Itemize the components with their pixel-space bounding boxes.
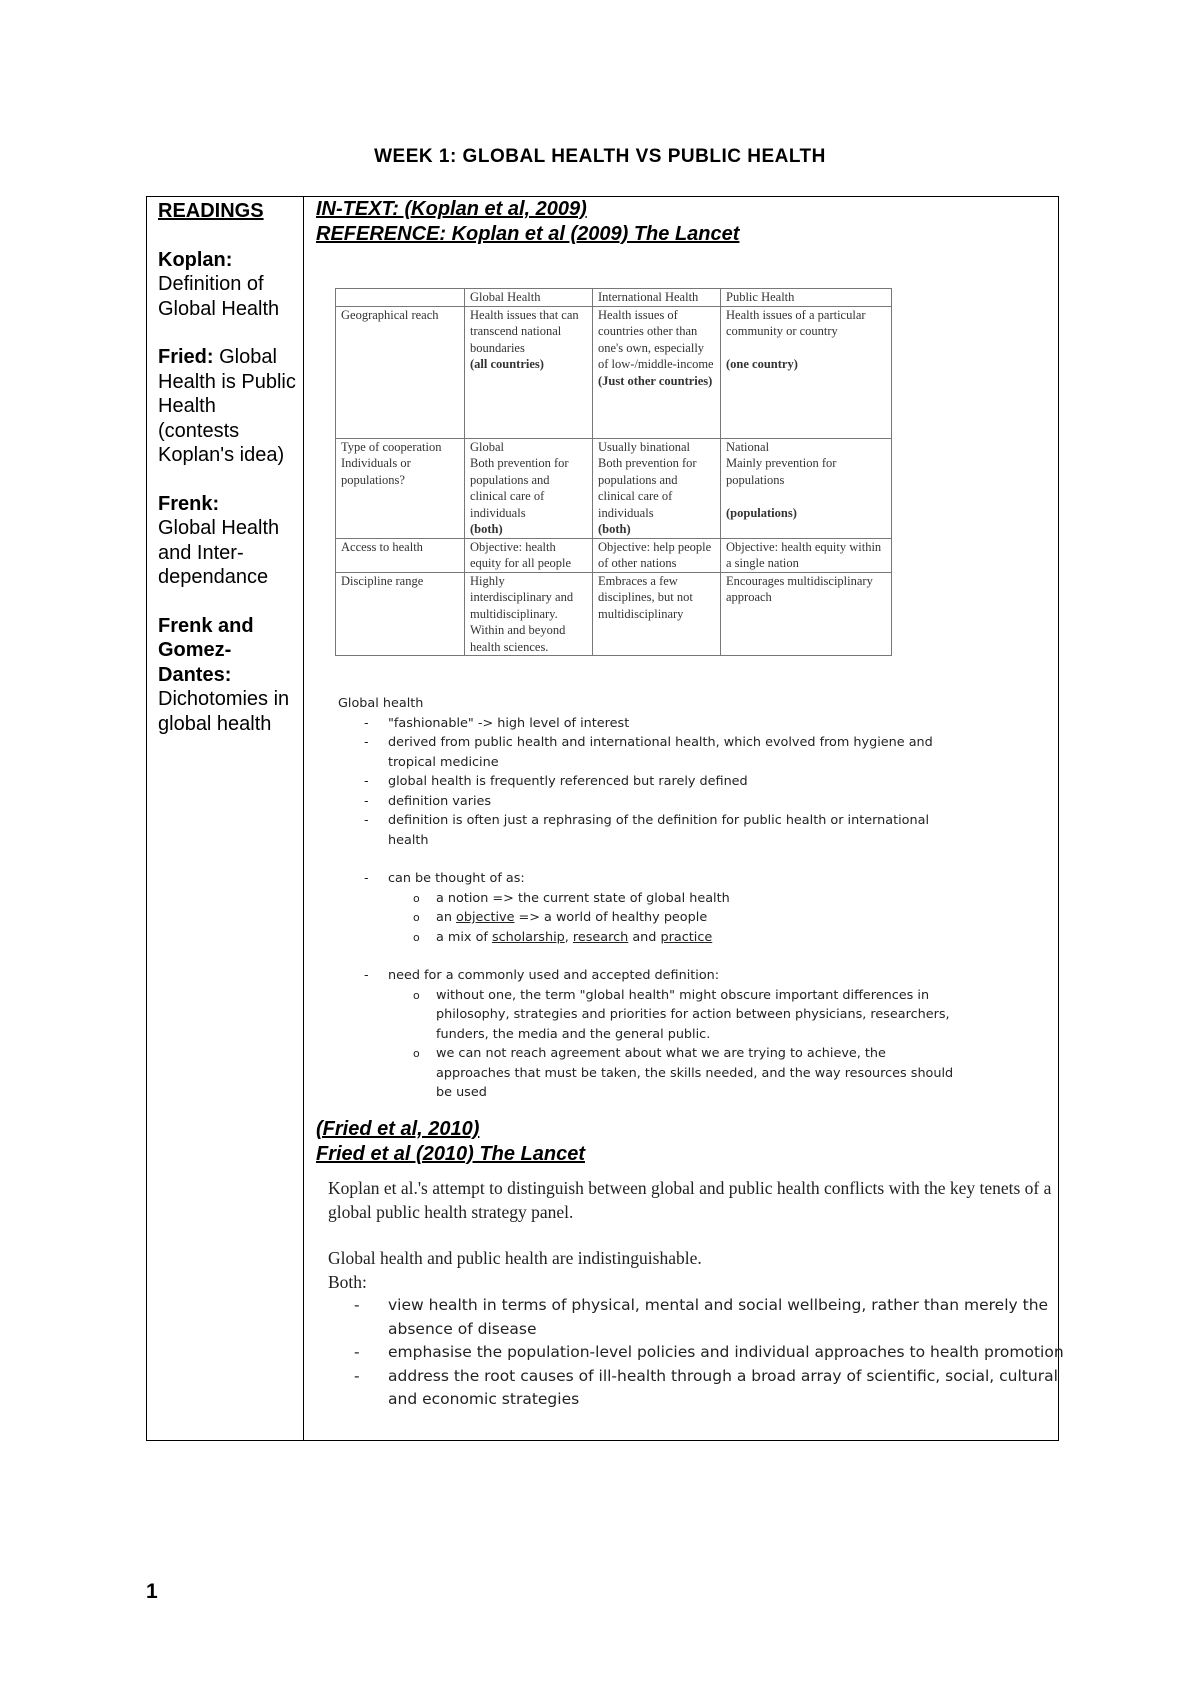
table-cell: Global Health <box>465 289 593 307</box>
fried-refs <box>316 1117 585 1167</box>
fried-paragraph: Global health and public health are indistinguishable. <box>328 1248 702 1268</box>
cell-bold: (populations) <box>726 505 797 520</box>
underlined-text: research <box>572 929 629 945</box>
underlined-text: scholarship <box>491 929 565 945</box>
reading-fried <box>158 345 298 468</box>
sub-list-item: o without one, the term "global health" might obscure important differences in philosophy, strategies and priorities for action between physicians, researchers, funders, the media and the general public. <box>338 986 958 1045</box>
cell-text: Health issues that can transcend national boundaries <box>470 307 579 355</box>
cell-text: Health issues of a particular community or country <box>726 307 866 338</box>
reading-desc: Global Health is Public Health (contests Koplan's idea) <box>158 346 296 466</box>
table-row <box>336 455 892 538</box>
cell-text: Both prevention for populations and clinical care of individuals <box>598 456 697 520</box>
fried-paragraph: Koplan et al.'s attempt to distinguish between global and public health conflicts with the key tenets of a global public health strategy panel. <box>328 1178 1052 1222</box>
table-cell <box>721 306 892 438</box>
sub-list-item <box>338 928 958 948</box>
table-cell <box>336 289 465 307</box>
readings-table <box>146 196 1064 1441</box>
table-cell: Objective: health equity within a single nation <box>721 538 892 572</box>
list-item: - derived from public health and international health, which evolved from hygiene and tropical medicine <box>338 733 958 772</box>
table-cell: Encourages multidisciplinary approach <box>721 572 892 656</box>
page-number: 1 <box>146 1580 158 1603</box>
spacer <box>338 947 958 966</box>
reading-desc: Definition of Global Health <box>158 273 280 320</box>
text-run: and <box>628 929 661 945</box>
reading-frenk-gomez <box>158 614 298 737</box>
table-row <box>336 538 892 572</box>
cell-text: Health issues of countries other than one's own, especially of low-/middle-income <box>598 307 714 371</box>
koplan-reference: REFERENCE: Koplan et al (2009) The Lancet <box>316 223 740 245</box>
table-cell: International Health <box>593 289 721 307</box>
table-row <box>336 289 892 307</box>
notes-heading: Global health <box>338 696 424 711</box>
sub-list-item: o we can not reach agreement about what we are trying to achieve, the approaches that must be taken, the skills needed, and the way resources should be used <box>338 1044 958 1103</box>
notes-column <box>316 197 1064 1408</box>
column-divider <box>303 197 304 1440</box>
comparison-table <box>335 288 892 656</box>
table-cell: Objective: health equity for all people <box>465 538 593 572</box>
list-item: - definition is often just a rephrasing of the definition for public health or international health <box>338 811 958 850</box>
underlined-text: practice <box>660 929 713 945</box>
table-cell: Geographical reach <box>336 306 465 438</box>
table-cell: Access to health <box>336 538 465 572</box>
reading-author: Koplan: <box>158 248 233 271</box>
reading-author: Frenk and Gomez-Dantes: <box>158 614 254 686</box>
table-cell: Highly interdisciplinary and multidisciplinary. Within and beyond health sciences. <box>465 572 593 656</box>
cell-text: Mainly prevention for populations <box>726 456 837 487</box>
readings-header: READINGS <box>158 200 264 222</box>
table-cell: Global <box>465 438 593 455</box>
text-run: a mix of <box>436 929 492 945</box>
cell-text: Both prevention for populations and clinical care of individuals <box>470 456 569 520</box>
text-run: => a world of healthy people <box>514 910 708 925</box>
reading-koplan <box>158 248 298 322</box>
cell-bold: (both) <box>598 522 631 536</box>
list-item: - global health is frequently referenced but rarely defined <box>338 772 958 792</box>
fried-list <box>328 1294 1068 1412</box>
reading-author: Frenk: <box>158 492 220 515</box>
table-cell: Individuals or populations? <box>336 455 465 538</box>
table-cell <box>465 306 593 438</box>
table-cell: Usually binational <box>593 438 721 455</box>
list-item: - "fashionable" -> high level of interest <box>338 714 958 734</box>
table-cell: Objective: help people of other nations <box>593 538 721 572</box>
reading-desc: Dichotomies in global health <box>158 688 290 735</box>
text-run: , <box>564 929 573 945</box>
cell-bold: (both) <box>470 522 503 536</box>
underlined-text: objective <box>456 910 515 925</box>
table-row <box>336 306 892 438</box>
sub-list-item <box>338 908 958 928</box>
list-item: - need for a commonly used and accepted definition: <box>338 966 958 986</box>
cell-bold: (one country) <box>726 357 798 371</box>
reading-frenk <box>158 492 298 590</box>
list-item: - view health in terms of physical, mental and social wellbeing, rather than merely the absence of disease <box>328 1294 1068 1341</box>
spacer <box>338 850 958 869</box>
table-cell <box>593 455 721 538</box>
table-row <box>336 572 892 656</box>
table-cell: Discipline range <box>336 572 465 656</box>
table-cell <box>465 455 593 538</box>
page-title: WEEK 1: GLOBAL HEALTH VS PUBLIC HEALTH <box>374 146 826 167</box>
cell-bold: (all countries) <box>470 357 544 371</box>
table-row <box>336 438 892 455</box>
table-cell: National <box>721 438 892 455</box>
list-item: - address the root causes of ill-health through a broad array of scientific, social, cultural and economic strategies <box>328 1365 1068 1412</box>
table-cell: Embraces a few disciplines, but not multidisciplinary <box>593 572 721 656</box>
list-item: - emphasise the population-level policies and individual approaches to health promotion <box>328 1341 1068 1365</box>
fried-paragraph: Both: <box>328 1271 367 1292</box>
fried-notes <box>328 1177 1068 1412</box>
readings-column <box>158 199 298 760</box>
fried-intext: (Fried et al, 2010) <box>316 1118 480 1140</box>
reading-desc: Global Health and Inter-dependance <box>158 517 280 588</box>
table-cell: Public Health <box>721 289 892 307</box>
koplan-intext: IN-TEXT: (Koplan et al, 2009) <box>316 198 587 220</box>
text-run: an <box>436 910 457 925</box>
cell-bold: (Just other countries) <box>598 373 713 388</box>
notes-list <box>338 714 958 1103</box>
table-cell: Type of cooperation <box>336 438 465 455</box>
fried-reference: Fried et al (2010) The Lancet <box>316 1143 585 1165</box>
table-cell <box>721 455 892 538</box>
list-item: - definition varies <box>338 792 958 812</box>
table-cell <box>593 306 721 438</box>
sub-list-item: o a notion => the current state of global health <box>338 889 958 909</box>
reading-author: Fried: <box>158 346 214 368</box>
global-health-notes <box>338 694 958 1103</box>
list-item: - can be thought of as: <box>338 869 958 889</box>
